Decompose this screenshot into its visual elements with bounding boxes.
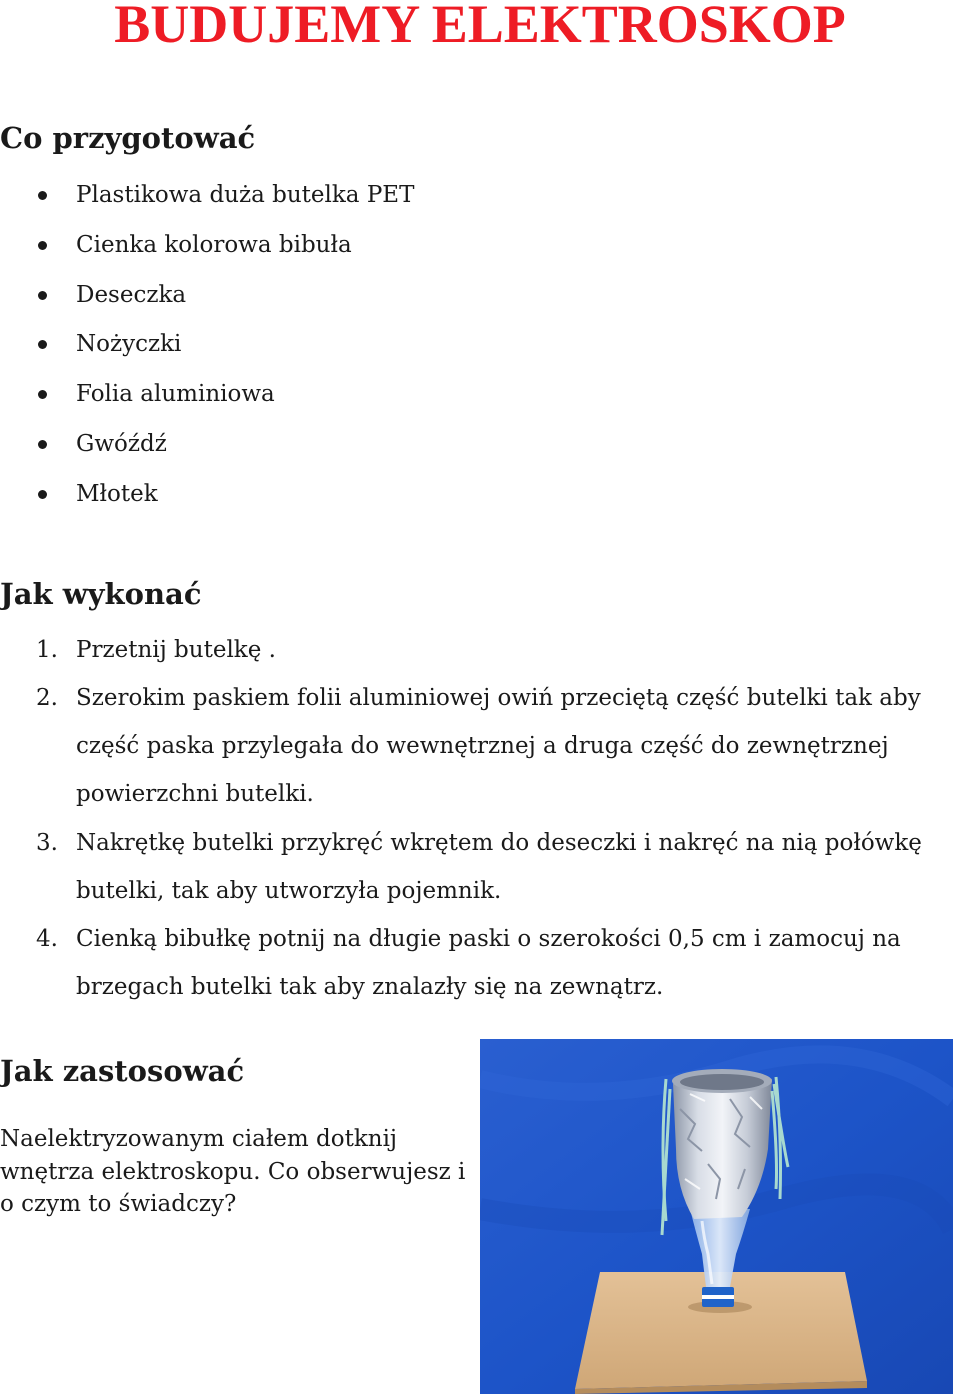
list-item-text: Cienka kolorowa bibuła bbox=[76, 232, 352, 258]
usage-instructions: Naelektryzowanym ciałem dotknij wnętrza elektroskopu. Co obserwujesz i o czym to świadczy? bbox=[0, 1126, 466, 1217]
step-number: 1. bbox=[36, 637, 58, 663]
list-item-text: Nożyczki bbox=[76, 331, 182, 357]
bottle-cap bbox=[702, 1287, 734, 1307]
list-item bbox=[0, 324, 600, 364]
list-item bbox=[0, 474, 600, 514]
bullet-icon bbox=[38, 191, 47, 200]
step-number: 4. bbox=[36, 926, 58, 952]
step-number: 2. bbox=[36, 685, 58, 711]
bullet-icon bbox=[38, 340, 47, 349]
bullet-icon bbox=[38, 440, 47, 449]
section-heading-how: Jak wykonać bbox=[0, 577, 202, 611]
step-number: 3. bbox=[36, 830, 58, 856]
list-item-text: Folia aluminiowa bbox=[76, 381, 275, 407]
list-item-text: Deseczka bbox=[76, 282, 187, 308]
list-item-text: Gwóźdź bbox=[76, 431, 167, 457]
step-text: Szerokim paskiem folii aluminiowej owiń przeciętą część butelki tak aby część paska przylegała do wewnętrznej a druga część do zewnętrznej powierzchni butelki. bbox=[76, 685, 921, 807]
list-item bbox=[0, 225, 600, 265]
list-item bbox=[0, 374, 600, 414]
section-heading-use: Jak zastosować bbox=[0, 1054, 245, 1088]
bullet-icon bbox=[38, 490, 47, 499]
list-item-text: Plastikowa duża butelka PET bbox=[76, 182, 415, 208]
bullet-icon bbox=[38, 241, 47, 250]
list-item bbox=[0, 275, 600, 315]
bullet-icon bbox=[38, 291, 47, 300]
section-heading-prepare: Co przygotować bbox=[0, 121, 256, 155]
step-text: Nakrętkę butelki przykręć wkrętem do deseczki i nakręć na nią połówkę butelki, tak aby utworzyła pojemnik. bbox=[76, 830, 922, 904]
list-item bbox=[0, 424, 600, 464]
step-text: Przetnij butelkę . bbox=[76, 637, 276, 663]
electroscope-photo bbox=[480, 1039, 953, 1394]
step-text: Cienką bibułkę potnij na długie paski o szerokości 0,5 cm i zamocuj na brzegach butelki tak aby znalazły się na zewnątrz. bbox=[76, 926, 901, 1000]
list-item bbox=[0, 175, 600, 215]
bullet-icon bbox=[38, 390, 47, 399]
list-item-text: Młotek bbox=[76, 481, 158, 507]
page-title: BUDUJEMY ELEKTROSKOP bbox=[114, 0, 846, 54]
